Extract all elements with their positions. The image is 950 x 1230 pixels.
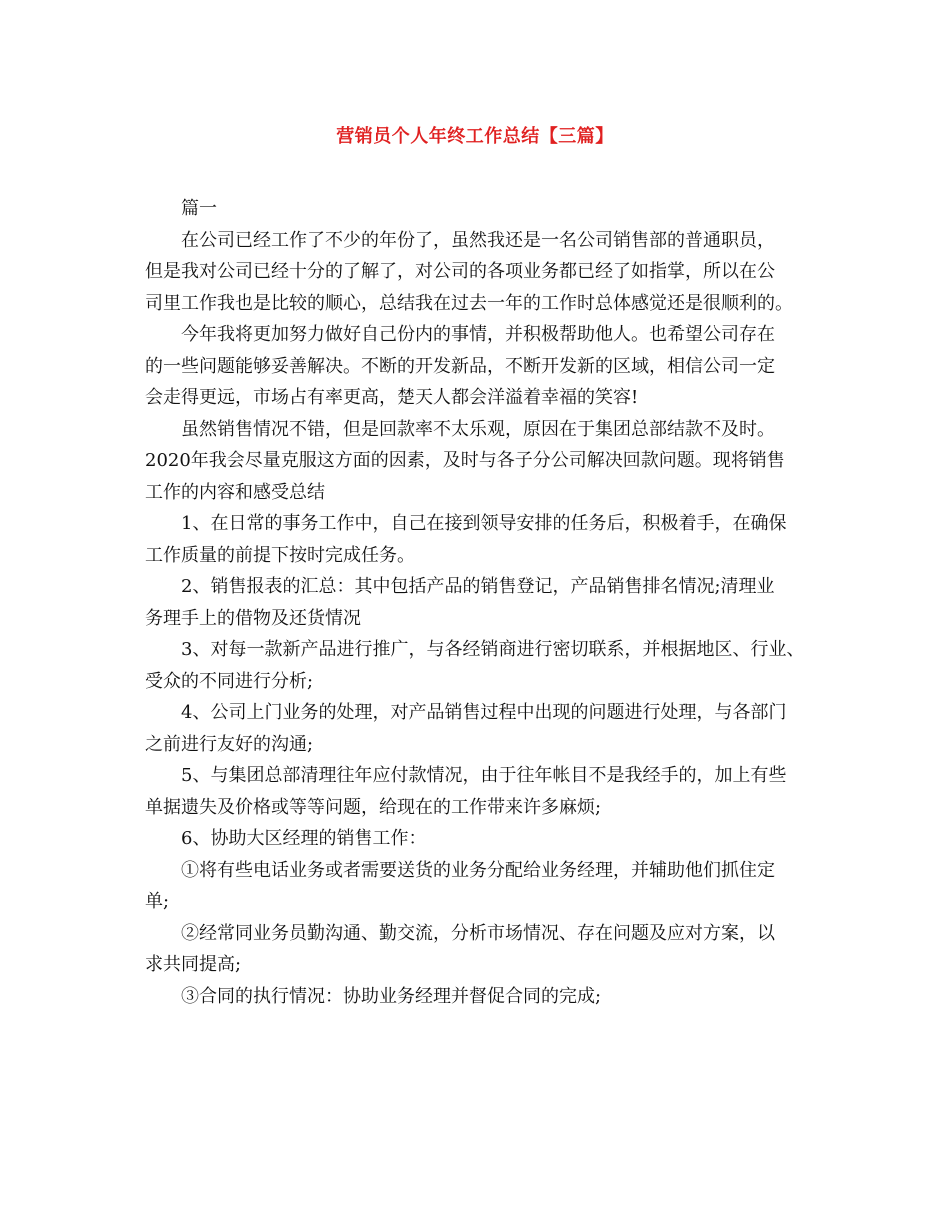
document-title: 营销员个人年终工作总结【三篇】 <box>336 126 614 147</box>
text-line: 会走得更远，市场占有率更高，楚天人都会洋溢着幸福的笑容! <box>145 387 639 408</box>
text-line: 求共同提高; <box>145 954 242 975</box>
text-line: 工作质量的前提下按时完成任务。 <box>145 544 415 566</box>
paragraph <box>145 697 825 760</box>
text-line: 4、公司上门业务的处理，对产品销售过程中出现的问题进行处理，与各部门 <box>181 702 787 723</box>
text-line: 司里工作我也是比较的顺心，总结我在过去一年的工作时总体感觉还是很顺利的。 <box>145 292 793 314</box>
text-line: 工作的内容和感受总结 <box>145 481 325 503</box>
text-line: 2020年我会尽量克服这方面的因素，及时与各子分公司解决回款问题。现将销售 <box>145 450 785 471</box>
text-line: 单; <box>145 891 170 912</box>
paragraph-section-heading <box>145 193 825 225</box>
text-line: 之前进行友好的沟通; <box>145 733 314 755</box>
text-line: ③合同的执行情况：协助业务经理并督促合同的完成; <box>181 985 602 1007</box>
text-line: 今年我将更加努力做好自己份内的事情，并积极帮助他人。也希望公司存在 <box>181 324 775 345</box>
text-line: 3、对每一款新产品进行推广，与各经销商进行密切联系，并根据地区、行业、 <box>181 639 805 660</box>
paragraph <box>145 760 825 823</box>
paragraph <box>145 414 825 509</box>
paragraph <box>145 319 825 414</box>
text-line: 务理手上的借物及还货情况 <box>145 607 361 629</box>
paragraph <box>145 981 825 1013</box>
paragraph <box>145 823 825 855</box>
paragraph <box>145 571 825 634</box>
paragraph <box>145 225 825 320</box>
paragraph <box>145 508 825 571</box>
text-line: 篇一 <box>181 198 217 219</box>
text-line: 受众的不同进行分析; <box>145 670 314 692</box>
text-line: 5、与集团总部清理往年应付款情况，由于往年帐目不是我经手的，加上有些 <box>181 765 787 786</box>
text-line: 但是我对公司已经十分的了解了，对公司的各项业务都已经了如指掌，所以在公 <box>145 261 775 282</box>
text-line: 单据遗失及价格或等等问题，给现在的工作带来许多麻烦; <box>145 796 602 818</box>
document-body <box>145 193 825 1012</box>
paragraph <box>145 918 825 981</box>
text-line: 2、销售报表的汇总：其中包括产品的销售登记，产品销售排名情况;清理业 <box>181 576 775 597</box>
text-line: 的一些问题能够妥善解决。不断的开发新品，不断开发新的区域，相信公司一定 <box>145 355 775 377</box>
text-line: 1、在日常的事务工作中，自己在接到领导安排的任务后，积极着手，在确保 <box>181 513 787 534</box>
text-line: 在公司已经工作了不少的年份了，虽然我还是一名公司销售部的普通职员， <box>181 229 775 251</box>
text-line: ②经常同业务员勤沟通、勤交流，分析市场情况、存在问题及应对方案，以 <box>181 922 775 944</box>
paragraph <box>145 855 825 918</box>
text-line: ①将有些电话业务或者需要送货的业务分配给业务经理，并辅助他们抓住定 <box>181 859 775 881</box>
paragraph <box>145 634 825 697</box>
text-line: 6、协助大区经理的销售工作： <box>181 828 427 849</box>
text-line: 虽然销售情况不错，但是回款率不太乐观，原因在于集团总部结款不及时。 <box>181 418 775 440</box>
